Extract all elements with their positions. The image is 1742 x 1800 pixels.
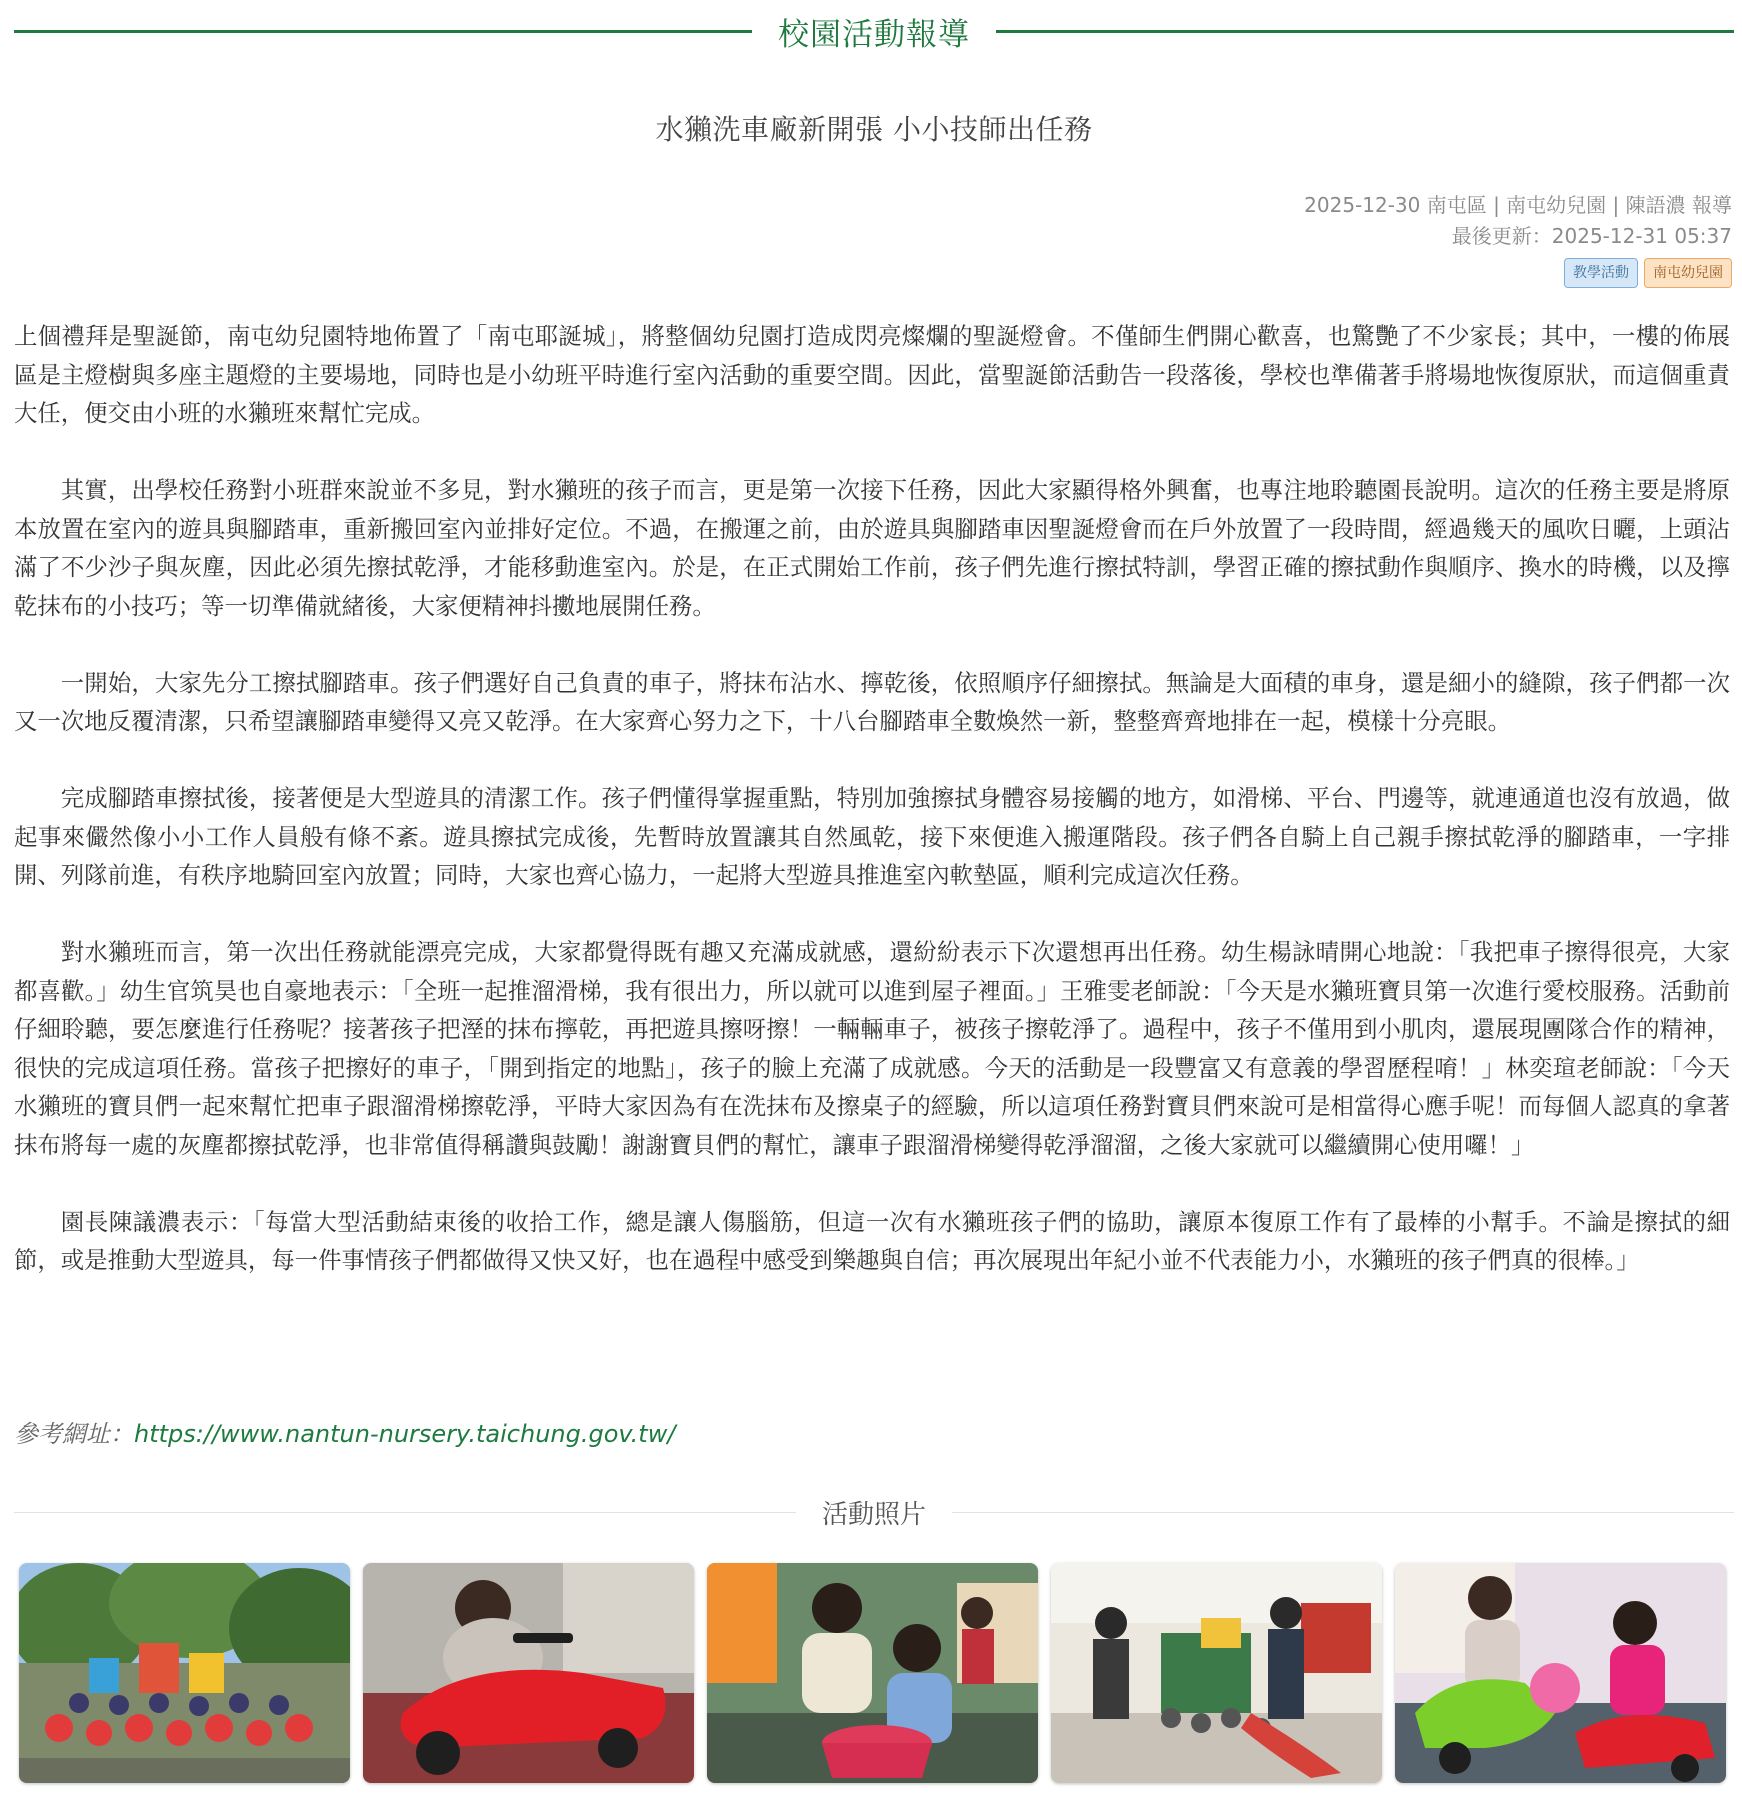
article-paragraph: 上個禮拜是聖誕節，南屯幼兒園特地佈置了「南屯耶誕城」，將整個幼兒園打造成閃亮燦爛的聖誕燈會。不僅師生們開心歡喜，也驚艷了不少家長；其中，一樓的佈展區是主燈樹與多座主題燈的主要場地，同時也是小幼班平時進行室內活動的重要空間。因此，當聖誕節活動告一段落後，學校也準備著手將場地恢復原狀，而這個重責大任，便交由小班的水獺班來幫忙完成。 (14, 322, 1730, 427)
photo-thumbnail[interactable] (19, 1563, 350, 1783)
reference-label: 參考網址： (14, 1420, 134, 1448)
section-header (14, 8, 1734, 54)
photo-thumbnail[interactable] (1395, 1563, 1726, 1783)
children-washing-bucket-photo-icon (707, 1563, 1038, 1783)
article-paragraph: 完成腳踏車擦拭後，接著便是大型遊具的清潔工作。孩子們懂得掌握重點，特別加強擦拭身體容易接觸的地方，如滑梯、平台、門邊等，就連通道也沒有放過，做起事來儼然像小小工作人員般有條不紊。遊具擦拭完成後，先暫時放置讓其自然風乾，接下來便進入搬運階段。孩子們各自騎上自己親手擦拭乾淨的腳踏車，一字排開、列隊前進，有秩序地騎回室內放置；同時，大家也齊心協力，一起將大型遊具推進室內軟墊區，順利完成這次任務。 (14, 784, 1730, 889)
tag-teaching-activity[interactable]: 教學活動 (1564, 258, 1638, 288)
article-paragraph: 園長陳議濃表示：「每當大型活動結束後的收拾工作，總是讓人傷腦筋，但這一次有水獺班孩子們的協助，讓原本復原工作有了最棒的小幫手。不論是擦拭的細節，或是推動大型遊具，每一件事情孩子們都做得又快又好，也在過程中感受到樂趣與自信；再次展現出年紀小並不代表能力小，水獺班的孩子們真的很棒。」 (14, 1207, 1730, 1274)
photo-gallery (19, 1563, 1731, 1783)
reference-link[interactable]: https://www.nantun-nursery.taichung.gov.tw/ (134, 1420, 676, 1448)
article-updated-line: 最後更新：2025-12-31 05:37 (1451, 224, 1732, 248)
group-photo-icon (19, 1563, 350, 1783)
photo-thumbnail[interactable] (363, 1563, 694, 1783)
section-divider-right (996, 30, 1734, 33)
article-paragraph: 其實，出學校任務對小班群來說並不多見，對水獺班的孩子而言，更是第一次接下任務，因此大家顯得格外興奮，也專注地聆聽園長說明。這次的任務主要是將原本放置在室內的遊具與腳踏車，重新搬回室內並排好定位。不過，在搬運之前，由於遊具與腳踏車因聖誕燈會而在戶外放置了一段時間，經過幾天的風吹日曬，上頭沾滿了不少沙子與灰塵，因此必須先擦拭乾淨，才能移動進室內。於是，在正式開始工作前，孩子們先進行擦拭特訓，學習正確的擦拭動作與順序、換水的時機，以及擰乾抹布的小技巧；等一切準備就緒後，大家便精神抖擻地展開任務。 (14, 476, 1730, 620)
tag-school[interactable]: 南屯幼兒園 (1644, 258, 1732, 288)
photos-header (14, 1492, 1734, 1532)
child-red-car-photo-icon (363, 1563, 694, 1783)
article-paragraph: 一開始，大家先分工擦拭腳踏車。孩子們選好自己負責的車子，將抹布沾水、擰乾後，依照順序仔細擦拭。無論是大面積的車身，還是細小的縫隙，孩子們都一次又一次地反覆清潔，只希望讓腳踏車變得又亮又乾淨。在大家齊心努力之下，十八台腳踏車全數煥然一新，整整齊齊地排在一起，模樣十分亮眼。 (14, 668, 1730, 735)
article-meta (1304, 190, 1732, 252)
photos-divider-left (14, 1512, 796, 1513)
children-ride-on-toys-photo-icon (1395, 1563, 1726, 1783)
photos-divider-right (952, 1512, 1734, 1513)
section-divider-left (14, 30, 752, 33)
reference (14, 1414, 675, 1449)
article-title: 水獺洗車廠新開張 小小技師出任務 (655, 113, 1093, 146)
article-body (14, 317, 1730, 1280)
photo-thumbnail[interactable] (707, 1563, 1038, 1783)
section-title: 校園活動報導 (778, 16, 970, 53)
article-meta-line: 2025-12-30 南屯區 | 南屯幼兒園 | 陳語濃 報導 (1304, 193, 1732, 217)
photo-thumbnail[interactable] (1051, 1563, 1382, 1783)
indoor-playground-photo-icon (1051, 1563, 1382, 1783)
article-paragraph: 對水獺班而言，第一次出任務就能漂亮完成，大家都覺得既有趣又充滿成就感，還紛紛表示下次還想再出任務。幼生楊詠晴開心地說：「我把車子擦得很亮，大家都喜歡。」幼生官筑昊也自豪地表示：「全班一起推溜滑梯，我有很出力，所以就可以進到屋子裡面。」王雅雯老師說：「今天是水獺班寶貝第一次進行愛校服務。活動前仔細聆聽，要怎麼進行任務呢？接著孩子把溼的抹布擰乾，再把遊具擦呀擦！一輛輛車子，被孩子擦乾淨了。過程中，孩子不僅用到小肌肉，還展現團隊合作的精神，很快的完成這項任務。當孩子把擦好的車子，「開到指定的地點」，孩子的臉上充滿了成就感。今天的活動是一段豐富又有意義的學習歷程唷！」林奕瑄老師說：「今天水獺班的寶貝們一起來幫忙把車子跟溜滑梯擦乾淨，平時大家因為有在洗抹布及擦桌子的經驗，所以這項任務對寶貝們來說可是相當得心應手呢！而每個人認真的拿著抹布將每一處的灰塵都擦拭乾淨，也非常值得稱讚與鼓勵！謝謝寶貝們的幫忙，讓車子跟溜滑梯變得乾淨溜溜，之後大家就可以繼續開心使用囉！」 (14, 938, 1730, 1159)
photos-title: 活動照片 (822, 1499, 927, 1530)
tag-list (1564, 258, 1732, 288)
